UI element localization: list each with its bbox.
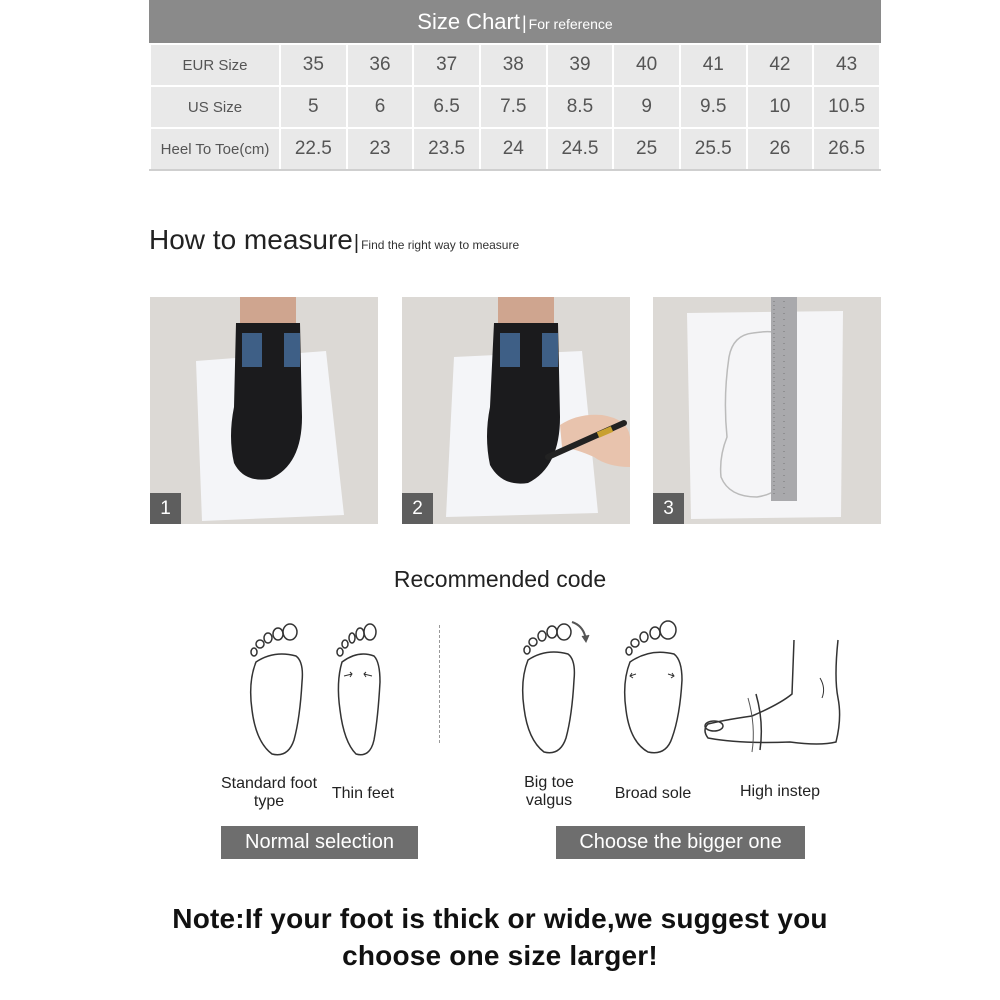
broad-sole-foot-icon xyxy=(620,618,686,756)
foot-on-paper-illustration xyxy=(150,297,378,524)
size-table xyxy=(149,43,881,171)
table-cell: 22.5 xyxy=(280,128,347,170)
sizing-note xyxy=(0,900,1000,974)
table-cell: 40 xyxy=(613,44,680,86)
table-cell: 23 xyxy=(347,128,414,170)
table-cell: 23.5 xyxy=(413,128,480,170)
measure-photo-1 xyxy=(150,297,378,524)
table-cell: 37 xyxy=(413,44,480,86)
high-instep-label: High instep xyxy=(739,783,821,800)
step-number-badge: 2 xyxy=(402,493,433,524)
row-label: Heel To Toe(cm) xyxy=(150,128,280,170)
standard-foot-icon xyxy=(244,622,308,758)
section-divider xyxy=(439,625,440,743)
note-line-2: choose one size larger! xyxy=(342,940,658,971)
big-toe-valgus-label: Big toe valgus xyxy=(524,774,574,809)
table-cell: 24.5 xyxy=(547,128,614,170)
table-row-us xyxy=(150,86,880,128)
measure-photo-3 xyxy=(653,297,881,524)
size-chart-header xyxy=(149,0,881,43)
big-toe-valgus-foot-icon xyxy=(516,614,592,756)
table-cell: 39 xyxy=(547,44,614,86)
size-chart-title: Size Chart xyxy=(417,9,520,34)
note-line-1: Note:If your foot is thick or wide,we suggest you xyxy=(172,903,828,934)
choose-bigger-button: Choose the bigger one xyxy=(556,826,805,859)
table-cell: 10 xyxy=(747,86,814,128)
normal-selection-button: Normal selection xyxy=(221,826,418,859)
thin-foot-icon xyxy=(330,622,386,758)
table-cell: 9 xyxy=(613,86,680,128)
table-cell: 42 xyxy=(747,44,814,86)
table-cell: 5 xyxy=(280,86,347,128)
size-chart-separator: | xyxy=(521,13,527,33)
thin-feet-label: Thin feet xyxy=(331,785,395,802)
row-label: EUR Size xyxy=(150,44,280,86)
table-cell: 43 xyxy=(813,44,880,86)
table-cell: 26 xyxy=(747,128,814,170)
table-row-heel-to-toe xyxy=(150,128,880,170)
how-to-measure-title: How to measure xyxy=(149,224,353,255)
table-cell: 38 xyxy=(480,44,547,86)
table-cell: 6 xyxy=(347,86,414,128)
how-to-measure-heading xyxy=(149,224,519,256)
recommended-code-title: Recommended code xyxy=(393,566,607,592)
measure-photo-2 xyxy=(402,297,630,524)
standard-foot-type-label: Standard foot type xyxy=(220,775,318,810)
row-label: US Size xyxy=(150,86,280,128)
step-number-badge: 1 xyxy=(150,493,181,524)
table-cell: 35 xyxy=(280,44,347,86)
table-cell: 41 xyxy=(680,44,747,86)
table-cell: 24 xyxy=(480,128,547,170)
table-cell: 25.5 xyxy=(680,128,747,170)
how-to-measure-subtitle: Find the right way to measure xyxy=(361,238,520,252)
size-chart xyxy=(149,0,881,171)
table-cell: 9.5 xyxy=(680,86,747,128)
how-to-measure-separator: | xyxy=(353,232,360,254)
size-chart-subtitle: For reference xyxy=(528,16,613,32)
table-cell: 10.5 xyxy=(813,86,880,128)
broad-sole-label: Broad sole xyxy=(614,785,692,802)
high-instep-foot-icon xyxy=(700,638,846,756)
ruler-measurement-illustration xyxy=(653,297,881,524)
table-cell: 36 xyxy=(347,44,414,86)
tracing-foot-illustration xyxy=(402,297,630,524)
table-cell: 6.5 xyxy=(413,86,480,128)
table-cell: 26.5 xyxy=(813,128,880,170)
step-number-badge: 3 xyxy=(653,493,684,524)
table-cell: 7.5 xyxy=(480,86,547,128)
table-cell: 25 xyxy=(613,128,680,170)
table-row-eur xyxy=(150,44,880,86)
table-cell: 8.5 xyxy=(547,86,614,128)
